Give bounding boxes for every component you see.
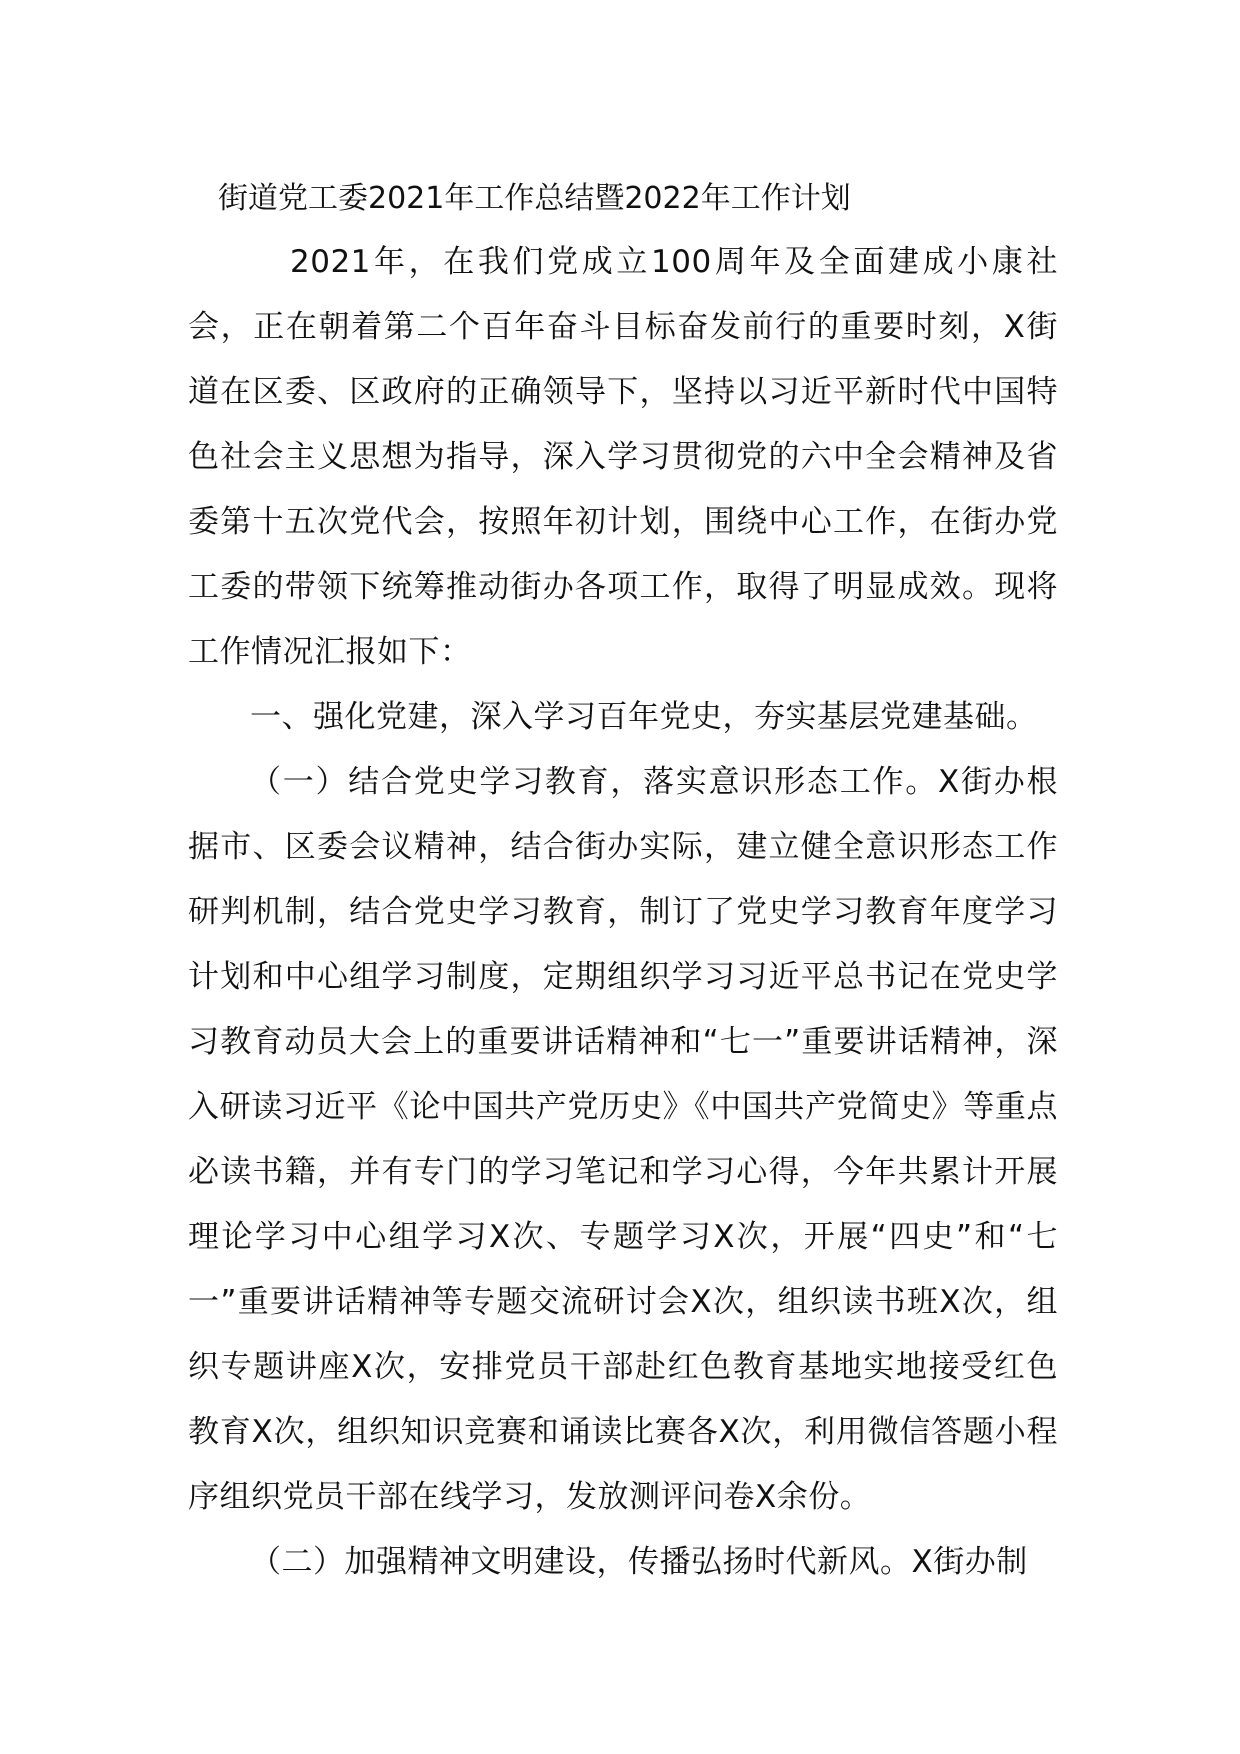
document-body <box>188 172 1058 1595</box>
subsection-2-paragraph: （二）加强精神文明建设，传播弘扬时代新风。X街办制 <box>250 1544 1028 1580</box>
document-title: 街道党工委2021年工作总结暨2022年工作计划 <box>218 181 851 216</box>
intro-paragraph: 2021年，在我们党成立100周年及全面建成小康社会，正在朝着第二个百年奋斗目标奋发前行的重要时刻，X街道在区委、区政府的正确领导下，坚持以习近平新时代中国特色社会主义思想为指导，深入学习贯彻党的六中全会精神及省委第十五次党代会，按照年初计划，围绕中心工作，在街办党工委的带领下统筹推动街办各项工作，取得了明显成效。现将工作情况汇报如下： <box>188 244 1058 670</box>
subsection-1-paragraph: （一）结合党史学习教育，落实意识形态工作。X街办根据市、区委会议精神，结合街办实际，建立健全意识形态工作研判机制，结合党史学习教育，制订了党史学习教育年度学习计划和中心组学习制度，定期组织学习习近平总书记在党史学习教育动员大会上的重要讲话精神和“七一”重要讲话精神，深入研读习近平《论中国共产党历史》《中国共产党简史》等重点必读书籍，并有专门的学习笔记和学习心得，今年共累计开展理论学习中心组学习X次、专题学习X次，开展“四史”和“七一”重要讲话精神等专题交流研讨会X次，组织读书班X次，组织专题讲座X次，安排党员干部赴红色教育基地实地接受红色教育X次，组织知识竞赛和诵读比赛各X次，利用微信答题小程序组织党员干部在线学习，发放测评问卷X余份。 <box>188 764 1058 1515</box>
section-heading-1: 一、强化党建，深入学习百年党史，夯实基层党建基础。 <box>250 699 1038 735</box>
